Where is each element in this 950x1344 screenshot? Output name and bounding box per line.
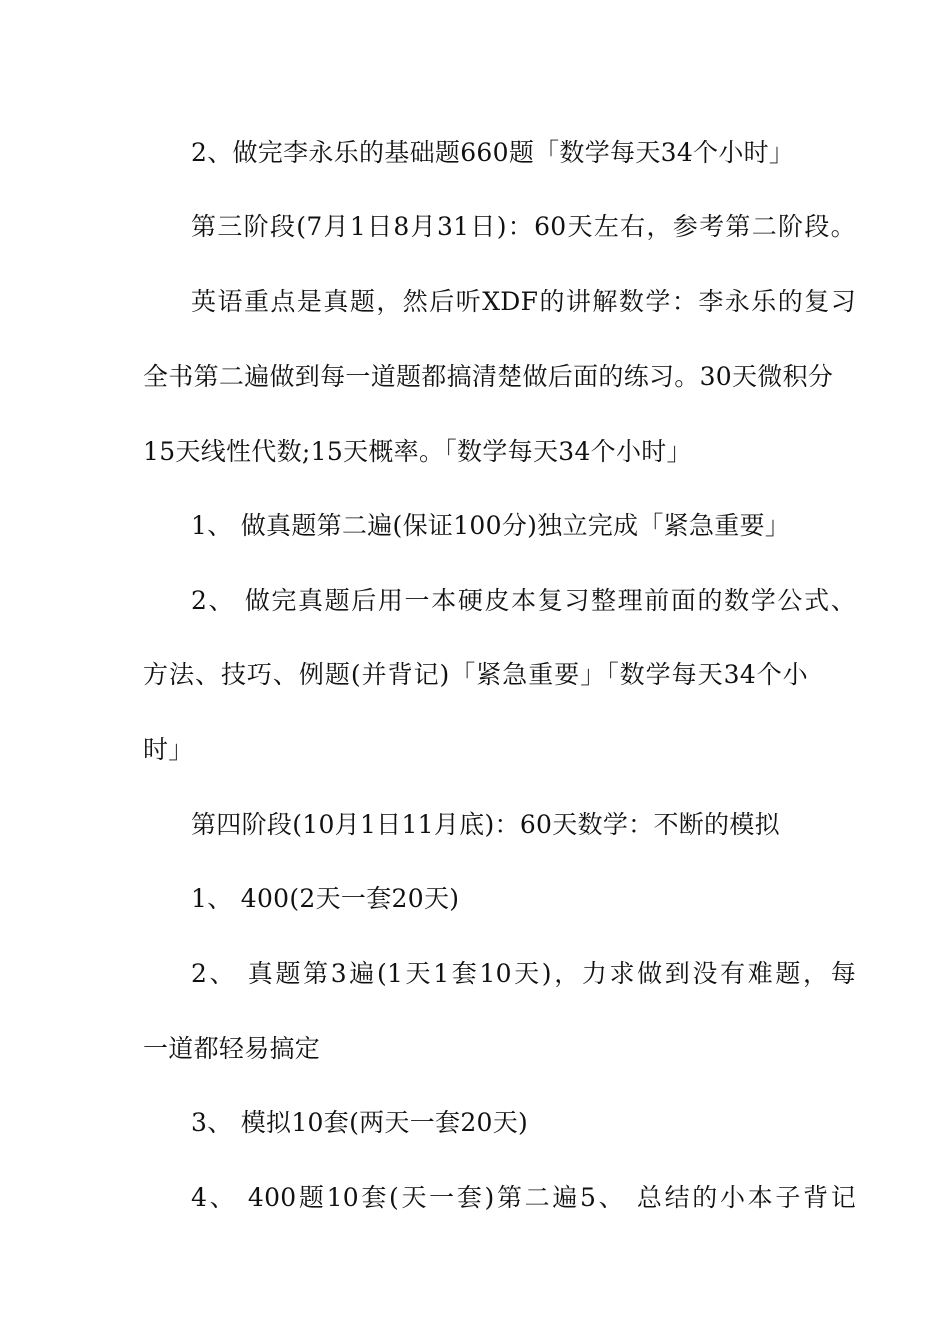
text-line: 第三阶段(7月1日8月31日)：60天左右，参考第二阶段。 <box>191 212 856 241</box>
text-line: 第四阶段(10月1日11月底)：60天数学：不断的模拟 <box>191 810 780 839</box>
text-line: 方法、技巧、例题(并背记)「紧急重要」「数学每天34个小 <box>143 660 808 689</box>
text-line: 一道都轻易搞定 <box>143 1034 321 1063</box>
text-line: 1、 做真题第二遍(保证100分)独立完成「紧急重要」 <box>191 511 791 540</box>
text-line: 全书第二遍做到每一道题都搞清楚做后面的练习。30天微积分 <box>143 362 834 391</box>
text-line: 时」 <box>143 735 194 764</box>
text-line: 2、 做完真题后用一本硬皮本复习整理前面的数学公式、 <box>191 586 856 615</box>
text-line: 15天线性代数;15天概率。「数学每天34个小时」 <box>143 437 692 466</box>
text-line: 2、 真题第3遍(1天1套10天)，力求做到没有难题，每 <box>191 959 856 988</box>
text-line: 3、 模拟10套(两天一套20天) <box>191 1108 529 1137</box>
text-line: 2、做完李永乐的基础题660题「数学每天34个小时」 <box>191 138 795 167</box>
text-line: 4、 400题10套(天一套)第二遍5、 总结的小本子背记 <box>191 1183 856 1212</box>
text-line: 英语重点是真题，然后听XDF的讲解数学：李永乐的复习 <box>191 287 856 316</box>
text-line: 1、 400(2天一套20天) <box>191 884 460 913</box>
